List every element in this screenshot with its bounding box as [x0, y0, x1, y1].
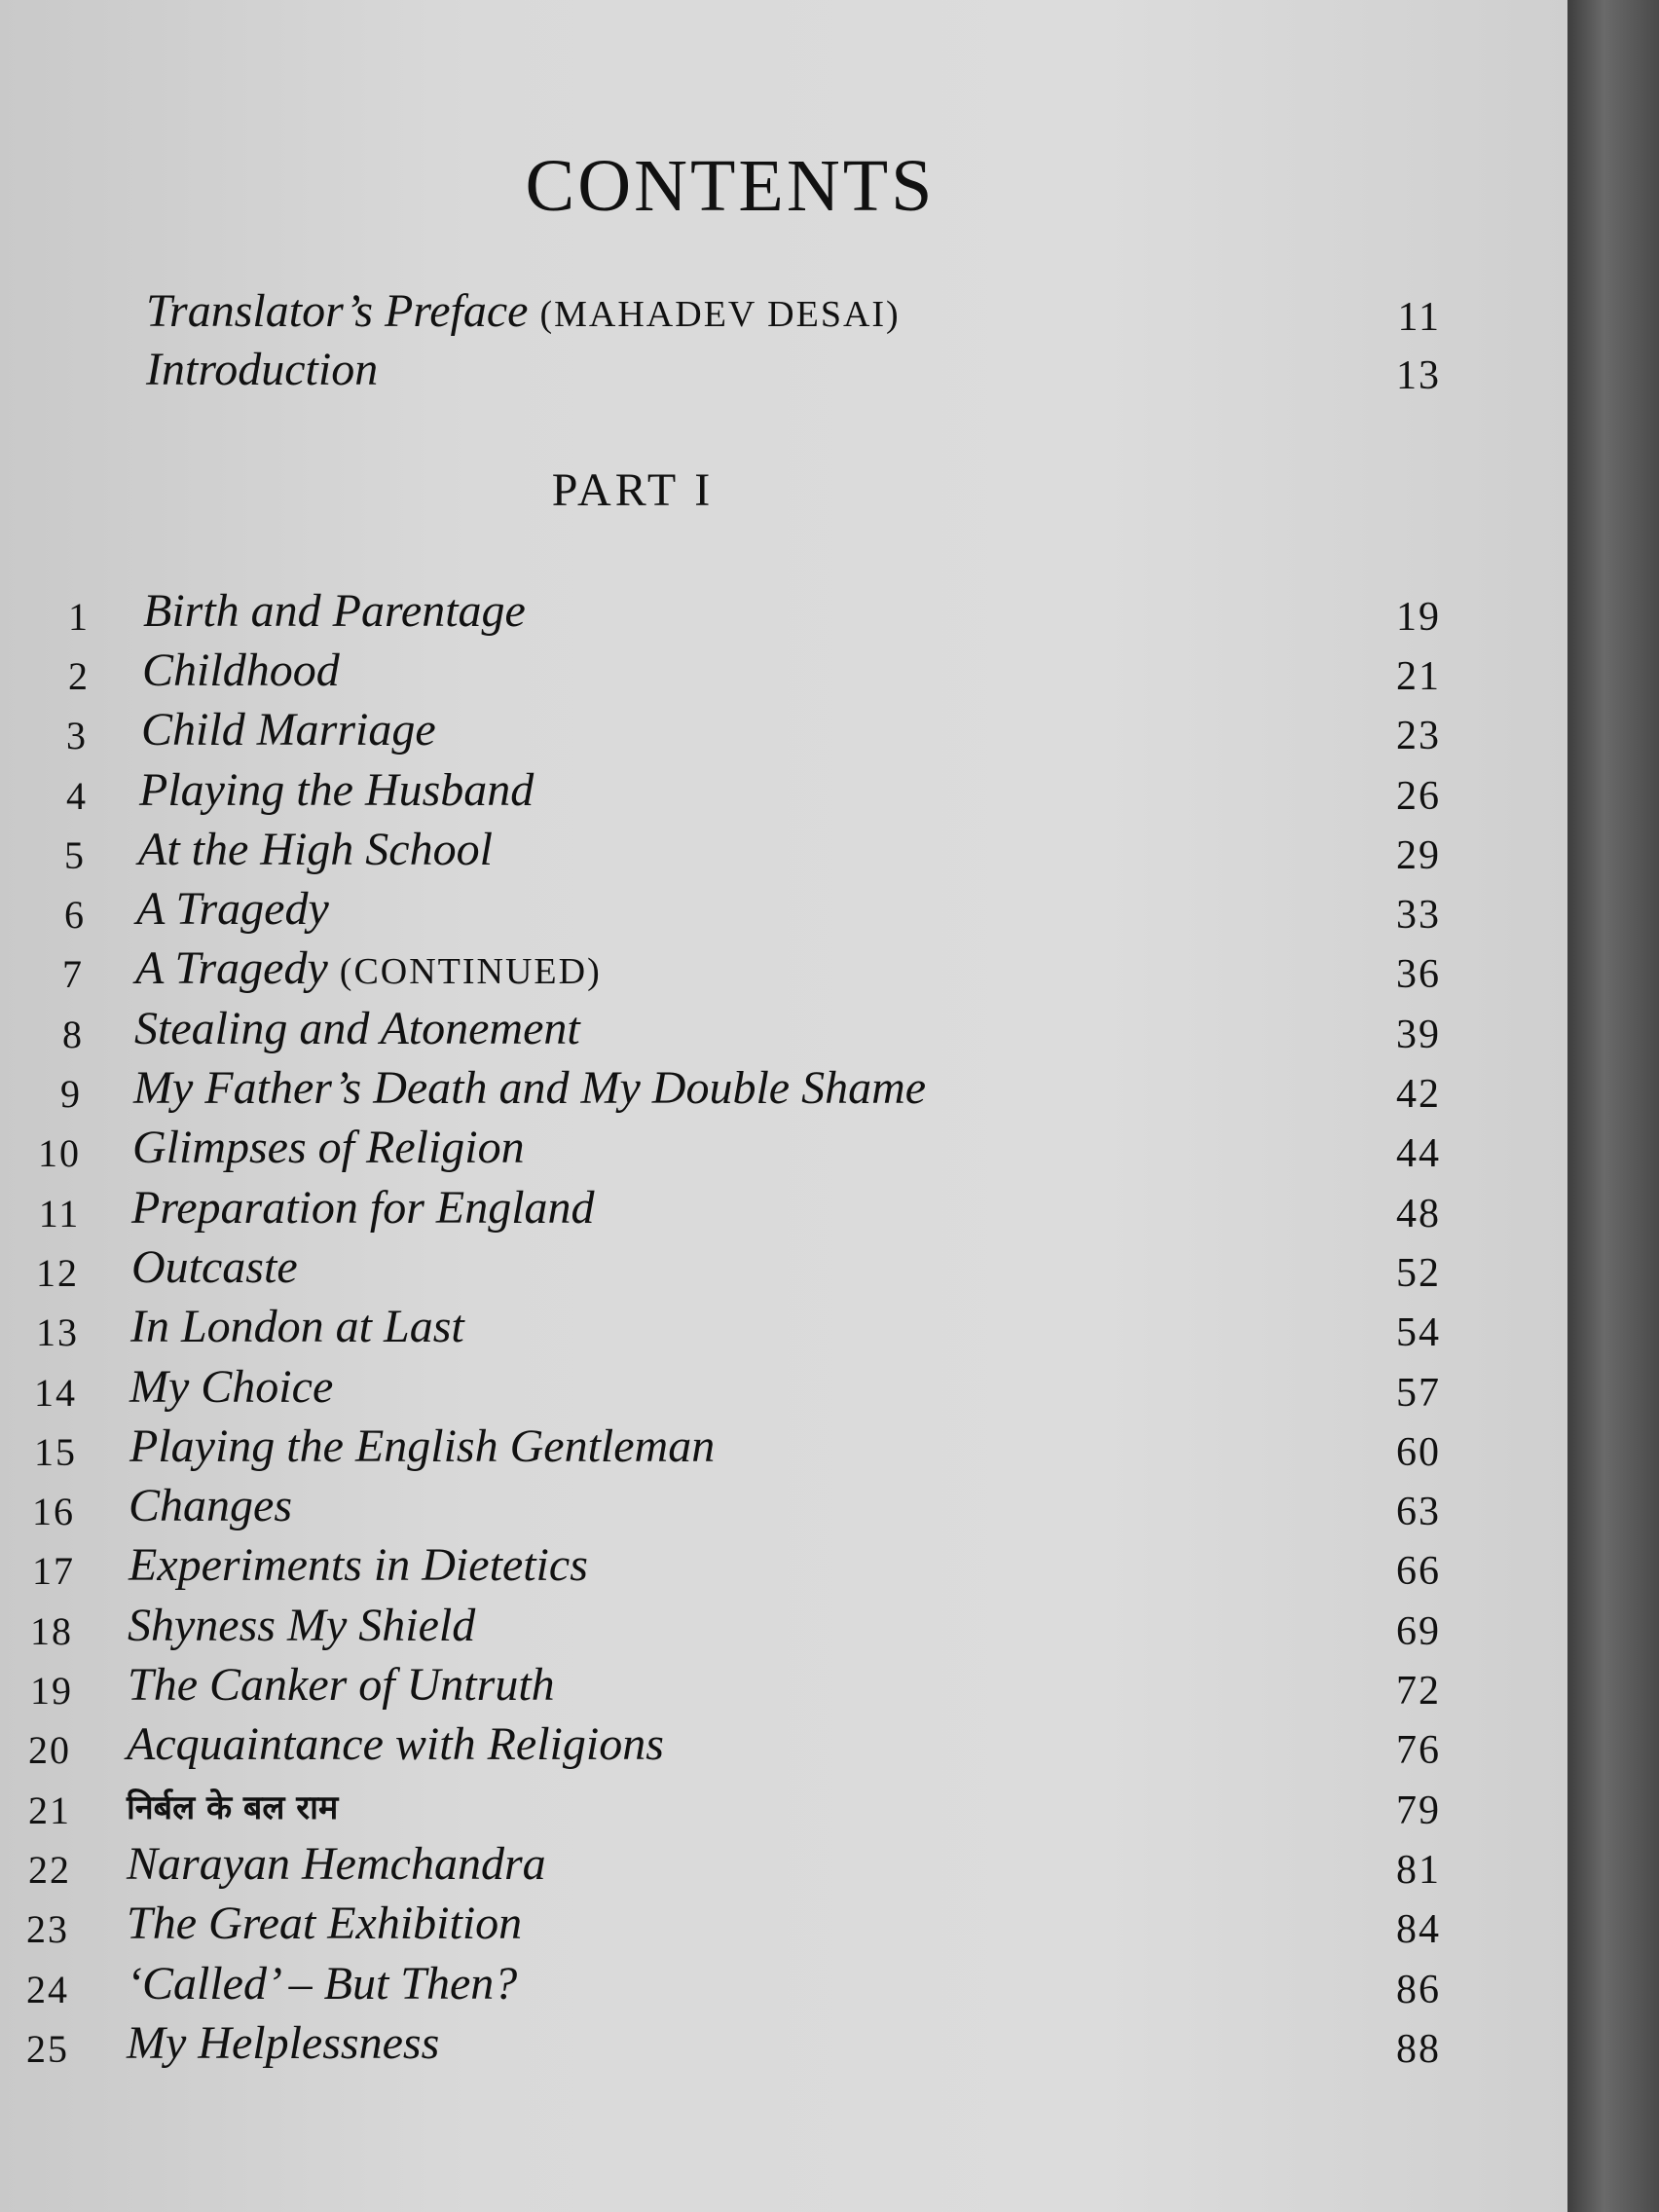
toc-entry-title: Childhood — [142, 645, 340, 696]
toc-entry-page: 11 — [1397, 295, 1441, 340]
toc-entry-title: Experiments in Dietetics — [129, 1539, 588, 1591]
toc-entry-page: 33 — [1396, 893, 1441, 938]
toc-entry-title: A Tragedy — [136, 883, 329, 935]
toc-entry-number: 18 — [30, 1609, 73, 1653]
toc-entry-page: 72 — [1396, 1669, 1441, 1714]
toc-entry-title: At the High School — [138, 824, 493, 875]
toc-entry — [0, 584, 1567, 643]
toc-entry — [0, 1002, 1567, 1060]
toc-entry-number: 20 — [28, 1728, 71, 1772]
toc-entry-page: 81 — [1396, 1848, 1441, 1893]
toc-entry-title: Stealing and Atonement — [134, 1003, 580, 1054]
toc-entry-number: 2 — [68, 654, 90, 698]
toc-entry-page: 21 — [1396, 654, 1441, 699]
toc-entry-title: Introduction — [146, 344, 379, 395]
toc-entry-number: 21 — [28, 1788, 71, 1832]
toc-entry — [0, 1061, 1567, 1120]
toc-entry-title: The Great Exhibition — [127, 1898, 523, 1949]
toc-entry-title: My Choice — [129, 1361, 334, 1413]
toc-entry — [0, 1778, 1567, 1836]
toc-entry-page: 26 — [1396, 774, 1441, 819]
toc-entry — [0, 823, 1567, 881]
toc-entry-page: 57 — [1396, 1371, 1441, 1416]
toc-entry-number: 25 — [26, 2027, 69, 2071]
part-heading: PART I — [551, 464, 715, 516]
toc-entry — [0, 1717, 1567, 1776]
toc-entry-number: 12 — [36, 1251, 79, 1295]
toc-entry-page: 42 — [1396, 1072, 1441, 1117]
toc-entry-page: 48 — [1396, 1192, 1441, 1236]
toc-entry-number: 3 — [66, 714, 88, 757]
toc-entry-number: 10 — [38, 1131, 81, 1175]
toc-entry-number: 19 — [30, 1669, 73, 1713]
toc-entry-page: 63 — [1396, 1490, 1441, 1534]
toc-entry-number: 13 — [36, 1310, 79, 1354]
toc-entry-note: (MAHADEV DESAI) — [539, 294, 901, 335]
toc-entry-page: 69 — [1396, 1609, 1441, 1654]
toc-entry-page: 39 — [1396, 1013, 1441, 1057]
toc-entry-number: 4 — [66, 774, 88, 818]
toc-entry-number: 14 — [34, 1371, 77, 1415]
toc-entry — [0, 1360, 1567, 1419]
toc-entry-title: Glimpses of Religion — [132, 1122, 525, 1173]
toc-entry-number: 16 — [32, 1490, 75, 1533]
toc-entry-title: Narayan Hemchandra — [127, 1838, 546, 1890]
toc-entry-page: 52 — [1396, 1251, 1441, 1296]
toc-entry — [0, 1300, 1567, 1358]
toc-entry-preface — [0, 284, 1567, 343]
toc-entry-title: Translator’s Preface (MAHADEV DESAI) — [146, 285, 901, 337]
toc-entry-number: 24 — [26, 1968, 69, 2011]
toc-entry-number: 8 — [62, 1013, 84, 1056]
toc-entry-title: My Father’s Death and My Double Shame — [133, 1062, 927, 1114]
toc-entry — [0, 1837, 1567, 1896]
toc-entry — [0, 882, 1567, 940]
toc-entry — [0, 1419, 1567, 1478]
toc-entry-title: Playing the Husband — [139, 764, 535, 816]
toc-entry — [0, 763, 1567, 822]
toc-entry-number: 15 — [34, 1430, 77, 1474]
toc-entry — [0, 1538, 1567, 1597]
toc-entry — [0, 1121, 1567, 1179]
toc-entry-number: 11 — [38, 1192, 81, 1235]
toc-entry-number: 6 — [64, 893, 86, 937]
toc-entry-page: 79 — [1396, 1788, 1441, 1833]
toc-entry-page: 29 — [1396, 833, 1441, 878]
toc-entry-title: My Helplessness — [127, 2017, 440, 2069]
toc-entry-page: 84 — [1396, 1907, 1441, 1952]
toc-entry-page: 44 — [1396, 1131, 1441, 1176]
toc-entry — [0, 1599, 1567, 1657]
toc-entry-number: 9 — [60, 1072, 82, 1116]
page-title: CONTENTS — [525, 145, 936, 227]
toc-entry-number: 23 — [26, 1907, 69, 1951]
toc-entry — [0, 644, 1567, 702]
toc-entry-page: 60 — [1396, 1430, 1441, 1475]
toc-entry-title: Playing the English Gentleman — [129, 1420, 716, 1472]
toc-entry-title: Child Marriage — [141, 704, 436, 756]
toc-entry-page: 19 — [1396, 595, 1441, 640]
toc-entry-title: A Tragedy (CONTINUED) — [135, 942, 602, 994]
toc-entry-page: 86 — [1396, 1968, 1441, 2012]
toc-entry-title: Acquaintance with Religions — [127, 1718, 664, 1770]
toc-entry — [0, 703, 1567, 761]
toc-entry — [0, 1240, 1567, 1299]
toc-entry-number: 17 — [32, 1549, 75, 1593]
toc-entry — [0, 1181, 1567, 1239]
toc-entry — [0, 1957, 1567, 2015]
toc-entry-number: 22 — [28, 1848, 71, 1892]
toc-entry-title: Outcaste — [131, 1241, 298, 1293]
toc-entry — [0, 2016, 1567, 2075]
book-gutter — [1567, 0, 1659, 2212]
toc-entry-title: ‘Called’ – But Then? — [127, 1958, 518, 2009]
toc-entry-page: 76 — [1396, 1728, 1441, 1773]
toc-entry-title: The Canker of Untruth — [128, 1659, 555, 1711]
toc-entry-page: 13 — [1396, 353, 1441, 398]
toc-entry-title: निर्बल के बल राम — [127, 1788, 339, 1827]
toc-entry-page: 36 — [1396, 952, 1441, 997]
toc-entry-title: Shyness My Shield — [128, 1600, 476, 1651]
toc-entry — [0, 1658, 1567, 1716]
toc-entry-number: 7 — [62, 952, 84, 996]
toc-entry-number: 5 — [64, 833, 86, 877]
toc-entry-number: 1 — [68, 595, 90, 639]
toc-entry-page: 23 — [1396, 714, 1441, 758]
toc-entry-introduction — [0, 343, 1567, 401]
toc-entry — [0, 1479, 1567, 1537]
toc-entry-page: 54 — [1396, 1310, 1441, 1355]
toc-entry-note: (CONTINUED) — [339, 951, 602, 992]
toc-entry — [0, 941, 1567, 1000]
toc-entry-title: In London at Last — [130, 1301, 464, 1352]
toc-entry-page: 88 — [1396, 2027, 1441, 2072]
toc-entry-title: Changes — [129, 1480, 292, 1531]
toc-entry — [0, 1897, 1567, 1955]
toc-entry-title: Birth and Parentage — [143, 585, 526, 637]
toc-entry-page: 66 — [1396, 1549, 1441, 1594]
toc-entry-title: Preparation for England — [131, 1182, 595, 1234]
